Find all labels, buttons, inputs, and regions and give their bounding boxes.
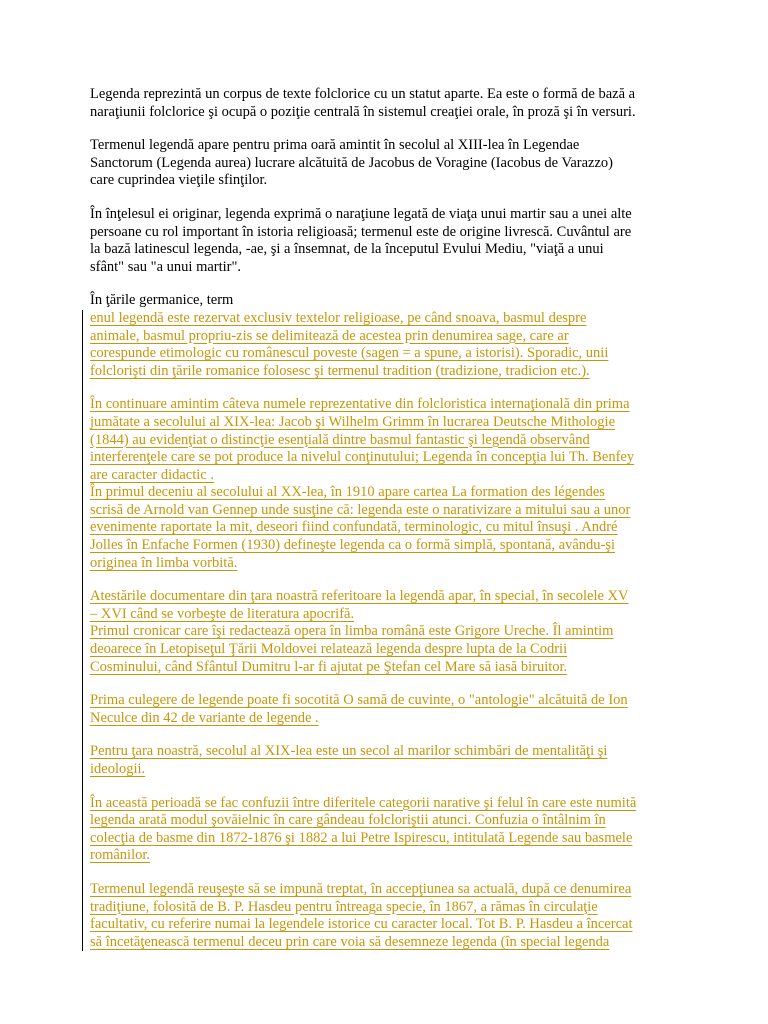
- changed-line: enul legendă este rezervat exclusiv textelor religioase, pe când snoava, basmul despre: [90, 309, 587, 326]
- changed-line: Cosminului, când Sfântul Dumitru l-ar fi ajutat pe Ştefan cel Mare să iasă biruitor.: [90, 658, 568, 675]
- changed-line: are caracter didactic .: [90, 466, 214, 483]
- paragraph-gap: [90, 572, 690, 588]
- changed-line: românilor.: [90, 847, 151, 864]
- changed-line: scrisă de Arnold van Gennep unde susţine că: legenda este o narativizare a mitului sau a unor: [90, 501, 631, 518]
- changed-line: interferenţele care se pot produce la nivelul conţinutului; Legenda în concepţia lui Th. Benfey: [90, 449, 635, 466]
- text-line: Sanctorum (Legenda aurea) lucrare alcătuită de Jacobus de Voragine (Iacobus de Varazzo): [90, 154, 613, 171]
- changed-line: corespunde etimologic cu românescul poveste (sagen = a spune, a istorisi). Sporadic, unii: [90, 345, 609, 362]
- changed-line: Neculce din 42 de variante de legende .: [90, 709, 319, 726]
- paragraph-gap: [90, 727, 690, 743]
- paragraph-intro-3: [90, 206, 690, 276]
- changed-line: ideologii.: [90, 761, 146, 777]
- paragraph-intro-2: [90, 137, 690, 190]
- text-line: În înţelesul ei originar, legenda exprimă o naraţiune legată de viaţa unui martir sau a unei alte: [90, 205, 632, 222]
- text-line: la bază latinescul legenda, -ae, şi a însemnat, de la începutul Evului Mediu, "viaţă a unui: [90, 241, 604, 258]
- text-line: Legenda reprezintă un corpus de texte folclorice cu un statut aparte. Ea este o formă de bază a: [90, 86, 636, 102]
- text-line: Termenul legendă apare pentru prima oară amintit în secolul al XIII-lea în Legendae: [90, 137, 580, 154]
- changed-line: facultativ, cu referire numai la legendele istorice cu caracter local. Tot B. P. Hasdeu a încercat: [90, 916, 633, 933]
- changed-line: legenda arată modul şovăielnic în care gândeau folcloriştii atunci. Confuzia o întâlnim în: [90, 812, 606, 829]
- changed-line: evenimente raportate la mit, deseori fiind confundată, terminologic, cu mitul însuşi . André: [90, 519, 618, 536]
- changed-line: tradiţiune, folosită de B. P. Hasdeu pentru întreaga specie, în 1867, a rămas în circulaţie: [90, 898, 598, 915]
- changed-line: jumătate a secolului al XIX-lea: Jacob şi Wilhelm Grimm în lucrarea Deutsche Mithologie: [90, 413, 616, 430]
- text-line: naraţiunii folclorice şi ocupă o poziţie centrală în sistemul creaţiei orale, în proză şi în versuri.: [90, 103, 636, 120]
- paragraph-gap: [90, 779, 690, 795]
- changed-line: originea în limba vorbită.: [90, 554, 238, 571]
- paragraph-gap: [90, 380, 690, 396]
- changed-line: Atestările documentare din ţara noastră referitoare la legendă apar, în special, în secolele XV: [90, 588, 629, 605]
- changed-line: animale, basmul propriu-zis se delimitează de acestea prin denumirea sage, care ar: [90, 327, 569, 344]
- changed-line: – XVI când se vorbeşte de literatura apocrifă.: [90, 605, 355, 622]
- changed-line: Primul cronicar care îşi redactează opera în limba română este Grigore Ureche. Îl amintim: [90, 623, 614, 640]
- paragraph-gap: [90, 865, 690, 881]
- changed-line: Jolles în Enfache Formen (1930) defineşte legenda ca o formă simplă, spontană, avându-şi: [90, 537, 616, 554]
- changed-line: folclorişti din ţările romanice folosesc şi termenul tradition (tradizione, tradicion etc.).: [90, 362, 590, 379]
- text-line: persoane cu rol important în istoria religioasă; termenul este de origine livrescă. Cuvântul are: [90, 223, 632, 240]
- changed-line: colecţia de basme din 1872-1876 şi 1882 a lui Petre Ispirescu, intitulată Legende sau basmele: [90, 829, 633, 846]
- paragraph-gap: [90, 676, 690, 692]
- changed-line: Pentru ţara noastră, secolul al XIX-lea este un secol al marilor schimbări de mentalităţi şi: [90, 743, 608, 760]
- text-line: care cuprindea vieţile sfinţilor.: [90, 172, 268, 189]
- changed-line: să încetăţenească termenul deceu prin care voia să desemneze legenda (în special legenda: [90, 933, 610, 950]
- paragraph-4-start: În ţările germanice, term: [90, 292, 234, 309]
- changed-line: Prima culegere de legende poate fi socotită O samă de cuvinte, o "antologie" alcătuită de Ion: [90, 692, 628, 709]
- tracked-changes-block: [90, 310, 690, 951]
- changed-line: Termenul legendă reuşeşte să se impună treptat, în accepţiunea sa actuală, după ce denumirea: [90, 880, 632, 897]
- document-page: [90, 86, 690, 951]
- changed-line: (1844) au evidenţiat o distincţie esenţială dintre basmul fantastic şi legendă observând: [90, 431, 590, 448]
- changed-line: În continuare amintim câteva numele reprezentative din folcloristica internaţională din prima: [90, 396, 630, 413]
- changed-line: În această perioadă se fac confuzii între diferitele categorii narative şi felul în care este numită: [90, 794, 637, 811]
- change-bar: [82, 310, 83, 951]
- changed-line: În primul deceniu al secolului al XX-lea, în 1910 apare cartea La formation des légendes: [90, 484, 605, 501]
- text-line: sfânt" sau "a unui martir".: [90, 258, 242, 275]
- paragraph-intro-1: [90, 86, 690, 121]
- changed-line: deoarece în Letopiseţul Ţării Moldovei relatează legenda despre lupta de la Codrii: [90, 641, 568, 658]
